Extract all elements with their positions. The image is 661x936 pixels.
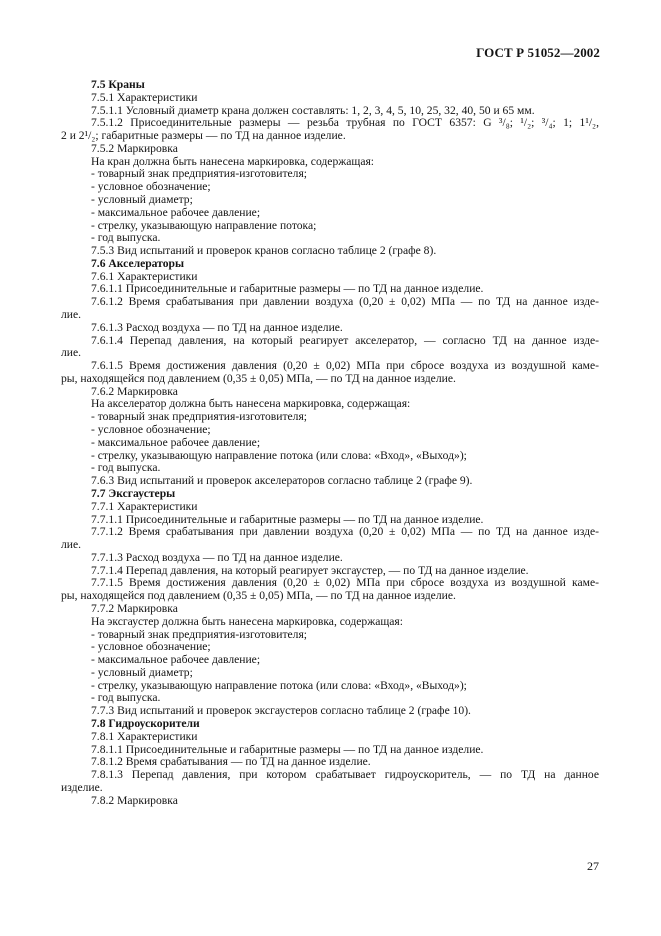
document-body bbox=[61, 79, 599, 807]
text-line: 7.7.3 Вид испытаний и проверок эксгаустеров согласно таблице 2 (графе 10). bbox=[91, 705, 471, 718]
section-heading: 7.7 Эксгаустеры bbox=[91, 487, 176, 500]
text-line: - условный диаметр; bbox=[91, 666, 193, 679]
text-line: изделие. bbox=[61, 781, 103, 794]
text-line: 7.5.1.2 Присоединительные размеры — резьба трубная по ГОСТ 6357: G ³/₈; ¹/₂; ³/₄; 1; 1¹/₂, bbox=[91, 117, 599, 130]
text-line: - условное обозначение; bbox=[91, 424, 211, 437]
text-line: 7.6.1.2 Время срабатывания при давлении воздуха (0,20 ± 0,02) МПа — по ТД на данное изде- bbox=[91, 296, 599, 309]
document-header: ГОСТ Р 51052—2002 bbox=[476, 45, 600, 60]
text-line: 7.6.1.5 Время достижения давления (0,20 ± 0,02) МПа при сбросе воздуха из воздушной каме- bbox=[91, 360, 599, 373]
text-line: 7.8.1 Характеристики bbox=[91, 730, 198, 743]
text-line: 7.6.3 Вид испытаний и проверок акселераторов согласно таблице 2 (графе 9). bbox=[91, 475, 473, 488]
text-line: 7.7.1.4 Перепад давления, на который реагирует эксгаустер, — по ТД на данное изделие. bbox=[91, 564, 529, 577]
text-line: - стрелку, указывающую направление потока (или слова: «Вход», «Выход»); bbox=[91, 449, 467, 462]
text-line: 7.7.1.2 Время срабатывания при давлении воздуха (0,20 ± 0,02) МПа — по ТД на данное изде- bbox=[91, 526, 599, 539]
text-line: - год выпуска. bbox=[91, 232, 161, 245]
text-line: 7.7.1 Характеристики bbox=[91, 500, 198, 513]
text-line: На акселератор должна быть нанесена маркировка, содержащая: bbox=[91, 398, 411, 411]
text-line: - условное обозначение; bbox=[91, 181, 211, 194]
text-line: 7.6.1 Характеристики bbox=[91, 270, 198, 283]
text-line: 7.7.2 Маркировка bbox=[91, 602, 178, 615]
section-heading: 7.8 Гидроускорители bbox=[91, 717, 200, 730]
text-line: 7.7.1.5 Время достижения давления (0,20 ± 0,02) МПа при сбросе воздуха из воздушной каме- bbox=[91, 577, 599, 590]
text-line: 7.8.1.3 Перепад давления, при котором срабатывает гидроускоритель, — по ТД на данное bbox=[91, 769, 599, 782]
text-line: 7.8.2 Маркировка bbox=[91, 794, 178, 807]
text-line: - условное обозначение; bbox=[91, 641, 211, 654]
text-line: - условный диаметр; bbox=[91, 194, 193, 207]
text-line: 7.5.1 Характеристики bbox=[91, 91, 198, 104]
text-line: - стрелку, указывающую направление потока; bbox=[91, 219, 317, 232]
text-line: 7.8.1.2 Время срабатывания — по ТД на данное изделие. bbox=[91, 756, 371, 769]
text-line: - максимальное рабочее давление; bbox=[91, 654, 261, 667]
text-line: - год выпуска. bbox=[91, 462, 161, 475]
text-line: лие. bbox=[61, 539, 82, 552]
section-heading: 7.5 Краны bbox=[91, 79, 145, 91]
text-line: На кран должна быть нанесена маркировка, содержащая: bbox=[91, 155, 375, 168]
text-line: лие. bbox=[61, 309, 82, 322]
text-line: 7.8.1.1 Присоединительные и габаритные размеры — по ТД на данное изделие. bbox=[91, 743, 484, 756]
text-line: 2 и 2¹/₂; габаритные размеры — по ТД на данное изделие. bbox=[61, 130, 346, 143]
section-heading: 7.6 Акселераторы bbox=[91, 257, 185, 270]
text-line: - максимальное рабочее давление; bbox=[91, 206, 261, 219]
page-number: 27 bbox=[587, 859, 599, 873]
text-line: - товарный знак предприятия-изготовителя; bbox=[91, 411, 308, 424]
text-line: 7.6.1.4 Перепад давления, на который реагирует акселератор, — согласно ТД на данное изде- bbox=[91, 334, 599, 347]
text-line: 7.7.1.3 Расход воздуха — по ТД на данное изделие. bbox=[91, 551, 343, 564]
text-line: 7.6.2 Маркировка bbox=[91, 385, 178, 398]
text-line: 7.5.1.1 Условный диаметр крана должен составлять: 1, 2, 3, 4, 5, 10, 25, 32, 40, 50 и 65 мм. bbox=[91, 104, 535, 117]
text-line: - товарный знак предприятия-изготовителя; bbox=[91, 168, 308, 181]
text-line: ры, находящейся под давлением (0,35 ± 0,05) МПа, — по ТД на данное изделие. bbox=[61, 372, 456, 385]
text-line: - товарный знак предприятия-изготовителя; bbox=[91, 628, 308, 641]
text-line: На эксгаустер должна быть нанесена маркировка, содержащая: bbox=[91, 615, 403, 628]
text-line: 7.5.3 Вид испытаний и проверок кранов согласно таблице 2 (графе 8). bbox=[91, 245, 437, 258]
text-line: 7.7.1.1 Присоединительные и габаритные размеры — по ТД на данное изделие. bbox=[91, 513, 484, 526]
text-line: - максимальное рабочее давление; bbox=[91, 436, 261, 449]
text-line: 7.6.1.1 Присоединительные и габаритные размеры — по ТД на данное изделие. bbox=[91, 283, 484, 296]
text-line: 7.6.1.3 Расход воздуха — по ТД на данное изделие. bbox=[91, 321, 343, 334]
text-line: ры, находящейся под давлением (0,35 ± 0,05) МПа, — по ТД на данное изделие. bbox=[61, 590, 456, 603]
text-line: - год выпуска. bbox=[91, 692, 161, 705]
text-line: 7.5.2 Маркировка bbox=[91, 142, 178, 155]
text-line: лие. bbox=[61, 347, 82, 360]
text-line: - стрелку, указывающую направление потока (или слова: «Вход», «Выход»); bbox=[91, 679, 467, 692]
